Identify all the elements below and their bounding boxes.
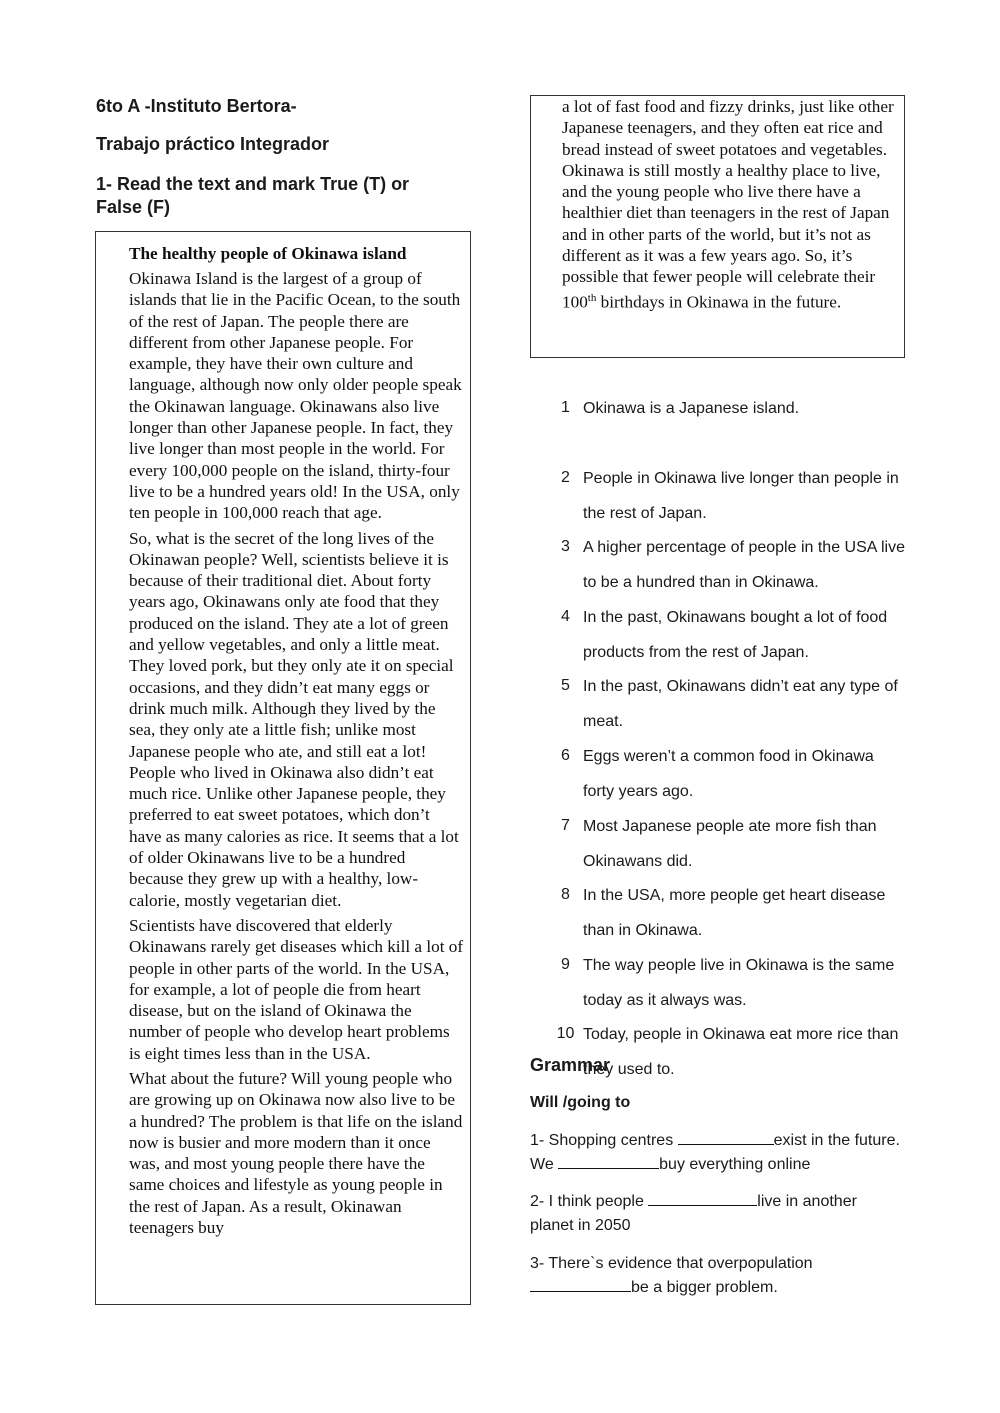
article-paragraph: What about the future? Will young people who are growing up on Okinawa now also live to be a hundred? The problem is that life on the island now is busier and more modern than it once was, and most young people there have the same choices and lifestyle as young people in the rest of Japan. As a result, Okinawan teenagers buy — [129, 1068, 463, 1238]
exercise-text: live in another planet in 2050 — [530, 1193, 857, 1234]
answer-blank[interactable] — [530, 1277, 631, 1292]
statement-number: 3 — [561, 538, 570, 556]
article-continuation — [562, 96, 898, 313]
exercise-text: be a bigger problem. — [631, 1279, 778, 1296]
statement-number: 6 — [561, 746, 570, 764]
statement-text: In the past, Okinawans didn’t eat any type of meat. — [583, 678, 898, 731]
grammar-exercise-2 — [530, 1190, 900, 1238]
answer-blank[interactable] — [558, 1154, 659, 1169]
statement-number: 7 — [561, 816, 570, 834]
statement-item — [548, 883, 908, 953]
continuation-text: a lot of fast food and fizzy drinks, just like other Japanese teenagers, and they often eat rice and bread instead of sweet potatoes and vegetables. Okinawa is still mostly a healthy place to live, and the young people who live there have a healthier diet than teenagers in the rest of Japan and in other parts of the world, but it’s not as different as it was a few years ago. So, it’s possible that fewer people will celebrate their 100 — [562, 97, 894, 312]
statement-text: Okinawa is a Japanese island. — [583, 400, 800, 417]
statement-number: 5 — [561, 677, 570, 695]
statement-text: In the past, Okinawans bought a lot of food products from the rest of Japan. — [583, 608, 888, 661]
statement-text: A higher percentage of people in the USA live to be a hundred than in Okinawa. — [583, 539, 905, 592]
statement-item — [548, 744, 908, 814]
statement-text: Today, people in Okinawa eat more rice than they used to. — [583, 1026, 899, 1079]
statement-text: The way people live in Okinawa is the same today as it always was. — [583, 956, 895, 1009]
statement-item — [548, 605, 908, 675]
statement-item — [548, 674, 908, 744]
exercise-text: buy everything online — [659, 1156, 811, 1173]
statement-item — [548, 396, 908, 466]
continuation-text-end: birthdays in Okinawa in the future. — [596, 292, 842, 312]
answer-blank[interactable] — [678, 1130, 774, 1145]
statement-text: In the USA, more people get heart disease than in Okinawa. — [583, 887, 886, 940]
article-paragraph: Okinawa Island is the largest of a group of islands that lie in the Pacific Ocean, to the south of the rest of Japan. The people there are different from other Japanese people. For example, they have their own culture and language, although now only older people speak the Okinawan language. Okinawans also live longer than other Japanese people. In fact, they live longer than most people in the world. For every 100,000 people on the island, thirty-four live to be a hundred years old! In the USA, only ten people in 100,000 reach that age. — [129, 269, 462, 523]
exercise-instruction: 1- Read the text and mark True (T) or False (F) — [96, 174, 410, 217]
article-paragraph: Scientists have discovered that elderly Okinawans rarely get diseases which kill a lot of people in other parts of the world. In the USA, for example, a lot of people die from heart disease, but on the island of Okinawa the number of people who develop heart problems is eight times less than in the USA. — [129, 915, 464, 1063]
grammar-exercise-3 — [530, 1252, 900, 1300]
worksheet-class-title: 6to A -Instituto Bertora- — [96, 96, 297, 116]
statement-number: 4 — [561, 607, 570, 625]
article-body — [129, 268, 464, 1242]
statement-text: People in Okinawa live longer than people in the rest of Japan. — [583, 469, 899, 522]
statement-text: Eggs weren’t a common food in Okinawa forty years ago. — [583, 747, 874, 800]
statement-number: 8 — [561, 886, 570, 904]
exercise-text: exist in the future. We — [530, 1132, 900, 1173]
exercise-text: 3- There`s evidence that overpopulation — [530, 1255, 813, 1272]
true-false-statement-list — [548, 396, 908, 1092]
grammar-heading: Grammar — [530, 1055, 611, 1075]
exercise-text: 2- I think people — [530, 1193, 649, 1210]
exercise-text: 1- Shopping centres — [530, 1132, 678, 1149]
statement-number: 9 — [561, 955, 570, 973]
article-paragraph: So, what is the secret of the long lives of the Okinawan people? Well, scientists believe it is because of their traditional diet. About forty years ago, Okinawans only ate food that they produced on the island. They ate a lot of green and yellow vegetables, and only a little meat. They loved pork, but they only ate it on special occasions, and they didn’t eat many eggs or drink much milk. Although they lived by the sea, they only ate a little fish; unlike most Japanese people who ate, and still eat a lot! People who lived in Okinawa also didn’t eat much rice. Unlike other Japanese people, they preferred to eat sweet potatoes, which don’t have as many calories as rice. It seems that a lot of older Okinawans live to be a hundred because they grew up with a healthy, low-calorie, mostly vegetarian diet. — [129, 528, 459, 910]
statement-item — [548, 535, 908, 605]
statement-number: 2 — [561, 468, 570, 486]
statement-text: Most Japanese people ate more fish than Okinawans did. — [583, 817, 877, 870]
article-title: The healthy people of Okinawa island — [129, 244, 407, 263]
statement-number: 1 — [561, 399, 570, 416]
statement-item — [548, 466, 908, 536]
grammar-subheading: Will /going to — [530, 1094, 631, 1111]
grammar-exercise-1 — [530, 1129, 900, 1177]
worksheet-subtitle: Trabajo práctico Integrador — [96, 134, 330, 154]
statement-item — [548, 814, 908, 884]
answer-blank[interactable] — [648, 1191, 757, 1206]
statement-number: 10 — [556, 1025, 575, 1043]
statement-item — [548, 953, 908, 1023]
ordinal-suffix: th — [587, 291, 597, 304]
